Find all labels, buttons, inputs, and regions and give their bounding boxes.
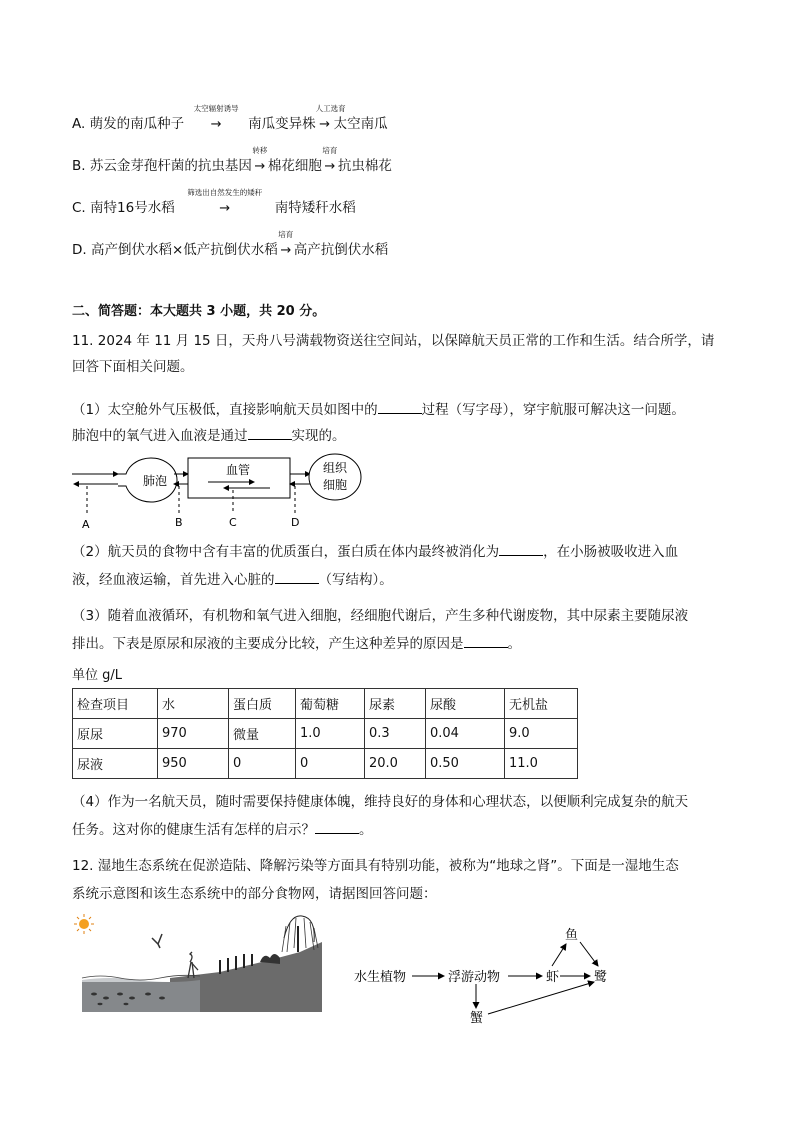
label-a: A (82, 518, 90, 531)
answer-blank[interactable] (378, 401, 422, 414)
option-text: 萌发的南瓜种子 (89, 116, 185, 132)
labeled-arrow: 培育 → (278, 230, 294, 258)
labeled-arrow: 培育 → (322, 146, 338, 174)
node-zooplankton: 浮游动物 (448, 970, 501, 985)
option-text: 抗虫棉花 (337, 158, 392, 174)
table-header-row: 检查项目 水 蛋白质 葡萄糖 尿素 尿酸 无机盐 (73, 689, 578, 719)
q11-part4-cont: 任务。这对你的健康生活有怎样的启示？ 。 (72, 822, 373, 838)
option-text: 棉花细胞 (267, 158, 322, 174)
heron-icon (188, 952, 198, 978)
option-d (72, 230, 389, 258)
q12-stem-line2: 系统示意图和该生态系统中的部分食物网，请据图回答问题： (72, 886, 437, 902)
q12-stem-line1: 12. 湿地生态系统在促淤造陆、降解污染等方面具有特别功能，被称为“地球之肾”。下面是一湿地生态 (72, 858, 679, 874)
option-a (72, 104, 388, 132)
answer-blank[interactable] (248, 427, 292, 440)
q11-part4: （4）作为一名航天员，随时需要保持健康体魄，维持良好的身体和心理状态，以便顺利完成复杂的航天 (72, 794, 689, 810)
node-egret: 鹭 (594, 970, 608, 985)
answer-blank[interactable] (315, 821, 359, 834)
sun-icon (74, 914, 94, 934)
tissue-label-2: 细胞 (323, 478, 348, 492)
label-d: D (291, 516, 300, 529)
option-letter: B. (72, 158, 86, 174)
table-unit: 单位 g/L (72, 668, 123, 683)
option-letter: A. (72, 116, 86, 132)
respiration-diagram (70, 452, 370, 532)
node-fish: 鱼 (565, 928, 579, 943)
wetland-illustration (70, 912, 326, 1016)
bird-icon (152, 934, 162, 948)
labeled-arrow: 人工选育 → (315, 104, 346, 132)
table-row: 原尿 970 微量 1.0 0.3 0.04 9.0 (73, 719, 578, 749)
option-text: 高产抗倒伏水稻 (293, 242, 389, 258)
option-b (72, 146, 392, 174)
label-c: C (229, 516, 237, 529)
answer-blank[interactable] (464, 635, 508, 648)
table-row: 尿液 950 0 0 20.0 0.50 11.0 (73, 749, 578, 779)
node-crab: 蟹 (470, 1011, 484, 1026)
urine-table (72, 688, 578, 779)
option-text: 苏云金芽孢杆菌的抗虫基因 (89, 158, 252, 174)
node-shrimp: 虾 (546, 970, 560, 985)
q11-part3: （3）随着血液循环，有机物和氧气进入细胞，经细胞代谢后，产生多种代谢废物，其中尿素主要随尿液 (72, 608, 689, 624)
labeled-arrow: 筛选出自然发生的矮秆 → (187, 188, 263, 216)
q11-part1: （1）太空舱外气压极低，直接影响航天员如图中的 过程（写字母），穿宇航服可解决这一问题。 (72, 402, 685, 418)
answer-blank[interactable] (275, 571, 319, 584)
option-text: 南瓜变异株 (248, 116, 316, 132)
answer-blank[interactable] (499, 543, 543, 556)
option-c (72, 188, 356, 216)
option-text: 南特16号水稻 (90, 200, 175, 216)
option-text: 太空南瓜 (333, 116, 388, 132)
option-text: 南特矮秆水稻 (274, 200, 356, 216)
option-letter: D. (72, 242, 87, 258)
node-aquatic-plant: 水生植物 (354, 970, 407, 985)
food-web-diagram (350, 918, 620, 1028)
vessel-label: 血管 (226, 463, 251, 477)
tissue-label-1: 组织 (323, 461, 348, 475)
labeled-arrow: 转移 → (252, 146, 268, 174)
q11-stem: 11. 2024 年 11 月 15 日，天舟八号满载物资送往空间站，以保障航天员正常的工作和生活。结合所学，请回答下面相关问题。 (72, 333, 715, 375)
option-text: 高产倒伏水稻×低产抗倒伏水稻 (90, 242, 278, 258)
labeled-arrow: 太空辐射诱导 → (193, 104, 239, 132)
q11-part2: （2）航天员的食物中含有丰富的优质蛋白，蛋白质在体内最终被消化为 ，在小肠被吸收进入血 (72, 544, 679, 560)
alveolus-label: 肺泡 (143, 474, 168, 488)
section-title: 二、简答题：本大题共 3 小题，共 20 分。 (72, 304, 326, 319)
label-b: B (175, 516, 183, 529)
option-letter: C. (72, 200, 86, 216)
q11-part3-cont: 排出。下表是原尿和尿液的主要成分比较，产生这种差异的原因是 。 (72, 636, 521, 652)
q11-part2-cont: 液，经血液运输，首先进入心脏的 （写结构）。 (72, 572, 393, 588)
q11-part1-cont: 肺泡中的氧气进入血液是通过 实现的。 (72, 428, 346, 444)
